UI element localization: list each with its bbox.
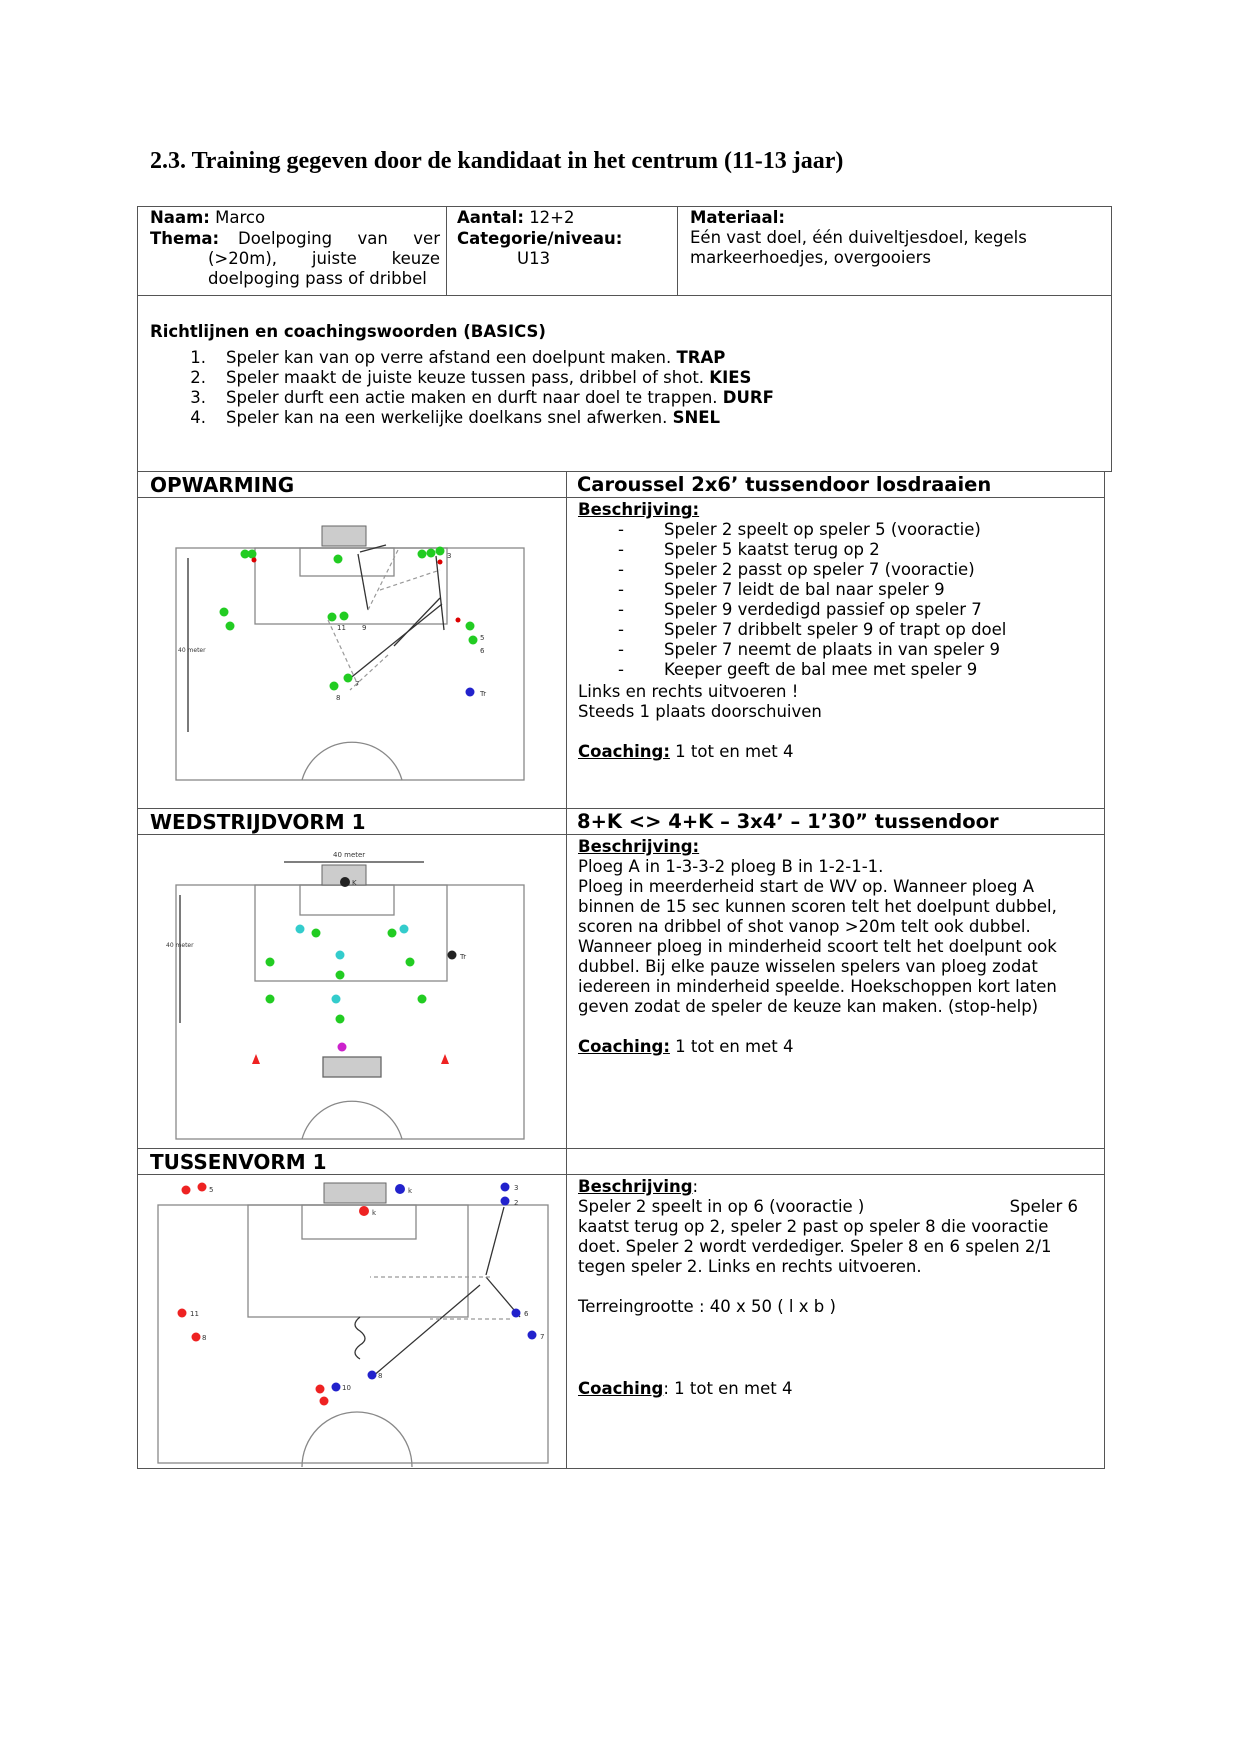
svg-text:3: 3 [514,1184,519,1192]
tussenvorm-diagram [140,1177,564,1467]
svg-text:8: 8 [202,1334,207,1342]
svg-text:Tr: Tr [480,690,487,698]
wedstrijdvorm-text: Beschrijving: Ploeg A in 1-3-3-2 ploeg B in 1-2-1-1. Ploeg in meerderheid start de WV op. Wanneer ploeg A binnen de 15 sec kunnen scoren telt het doelpunt dubbel, scoren na dribbel of shot vanop >20m telt ook dubbel. Wanneer ploeg in minderheid scoort telt het doelpunt ook dubbel. Bij elke pauze wisselen spelers van ploeg zodat iedereen in minderheid speelde. Hoekschoppen kort laten geven zodat de speler de keuze kan maken. (stop-help) Coaching: 1 tot en met 4 [578,837,1057,1056]
wedstrijdvorm-distance-side: 40 meter [166,942,194,949]
svg-text:5: 5 [480,634,485,642]
svg-text:8: 8 [378,1372,383,1380]
info-materiaal: Materiaal: Eén vast doel, één duiveltjesdoel, kegels markeerhoedjes, overgooiers [690,208,1027,267]
opwarming-text: Beschrijving: - Speler 2 speelt op speler 5 (vooractie) - Speler 5 kaatst terug op 2 - Speler 2 passt op speler 7 (vooractie) - Speler 7 leidt de bal naar speler 9 - Speler 9 verdedigd passief op speler 7 - Speler 7 dribbelt speler 9 of trapt op doel - Speler 7 neemt de plaats in van speler 9 - Keeper geeft de bal mee met speler 9 Links en rechts uitvoeren ! Steeds 1 plaats doorschuiven Coaching: 1 tot en met 4 [578,500,1007,761]
opwarming-title: Caroussel 2x6’ tussendoor losdraaien [577,473,992,496]
svg-text:3: 3 [447,552,452,560]
info-naam: Naam: Marco [150,208,266,227]
svg-text:11: 11 [337,624,346,632]
svg-text:6: 6 [524,1310,529,1318]
opwarming-distance-label: 40 meter [178,647,206,654]
goal-net [322,526,366,546]
svg-text:7: 7 [355,680,360,688]
svg-text:6: 6 [480,647,485,655]
keeper-top [340,877,350,887]
svg-text:Tr: Tr [460,953,467,961]
wedstrijdvorm-label: WEDSTRIJDVORM 1 [150,810,366,834]
opwarming-diagram [140,500,564,805]
svg-text:k: k [408,1187,413,1195]
basics-list: 1. Speler kan van op verre afstand een doelpunt maken. TRAP 2. Speler maakt de juiste keuze tussen pass, dribbel of shot. KIES 3. Speler durft een actie maken en durft naar doel te trappen. DURF 4. Speler kan na een werkelijke doelkans snel afwerken. SNEL [190,348,774,427]
page-title: 2.3. Training gegeven door de kandidaat in het centrum (11-13 jaar) [150,148,844,174]
green-players [220,547,478,691]
svg-text:8: 8 [336,694,341,702]
trainer-marker [466,688,475,697]
svg-text:10: 10 [342,1384,351,1392]
svg-text:9: 9 [362,624,367,632]
svg-text:k: k [372,1209,377,1217]
opwarming-label: OPWARMING [150,473,295,497]
tussenvorm-text: Beschrijving: Speler 2 speelt in op 6 (vooractie ) Speler 6 kaatst terug op 2, speler 2 past op speler 8 die vooractie doet. Speler 2 wordt verdediger. Speler 8 en 6 spelen 2/1 tegen speler 2. Links en rechts uitvoeren. Terreingrootte : 40 x 50 ( l x b ) Coaching: 1 tot en met 4 [578,1177,1078,1398]
svg-text:5: 5 [209,1186,214,1194]
trainer-marker [448,951,457,960]
info-aantal: Aantal: 12+2 [457,208,575,227]
wedstrijdvorm-title: 8+K <> 4+K – 3x4’ – 1’30” tussendoor [577,810,999,833]
svg-text:7: 7 [540,1333,545,1341]
svg-text:11: 11 [190,1310,199,1318]
info-categorie: Categorie/niveau: U13 [457,229,623,268]
basics-heading: Richtlijnen en coachingswoorden (BASICS) [150,322,546,341]
svg-text:K: K [352,879,357,887]
wedstrijdvorm-distance-top: 40 meter [333,851,366,859]
tussenvorm-label: TUSSENVORM 1 [150,1150,327,1174]
info-thema: Thema: Doelpoging van ver (>20m), juiste keuze doelpoging pass of dribbel [150,229,440,288]
svg-text:2: 2 [514,1199,519,1207]
wedstrijdvorm-diagram [140,837,564,1145]
